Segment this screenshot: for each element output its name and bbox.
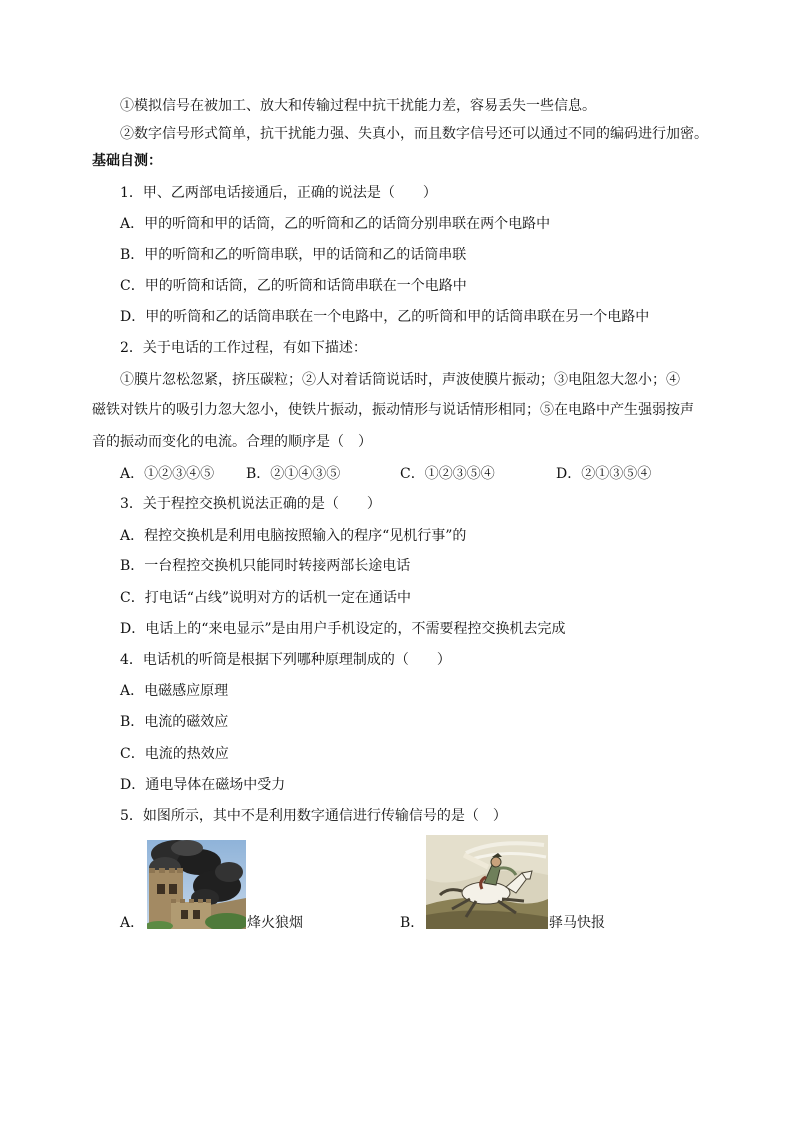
- q5-option-b-letter: B．: [400, 915, 425, 931]
- q5-option-a-letter: A．: [120, 915, 145, 931]
- q2-option-b: B．②①④③⑤: [246, 466, 341, 482]
- q5-stem: 5．如图所示，其中不是利用数字通信进行传输信号的是（ ）: [120, 808, 507, 824]
- q3-option-c: C．打电话“占线”说明对方的话机一定在通话中: [120, 590, 412, 606]
- q3-stem: 3．关于程控交换机说法正确的是（ ）: [120, 496, 381, 512]
- beacon-smoke-image: [147, 840, 246, 929]
- q3-option-d: D．电话上的“来电显示”是由用户手机设定的，不需要程控交换机去完成: [120, 621, 566, 637]
- q1-option-c: C．甲的听筒和话筒，乙的听筒和话筒串联在一个电路中: [120, 278, 467, 294]
- q4-option-d: D．通电导体在磁场中受力: [120, 777, 286, 793]
- q1-stem: 1．甲、乙两部电话接通后，正确的说法是（ ）: [120, 185, 437, 201]
- q4-option-c: C．电流的热效应: [120, 746, 229, 762]
- q4-option-b: B．电流的磁效应: [120, 714, 229, 730]
- intro-paragraph-1: ①模拟信号在被加工、放大和传输过程中抗干扰能力差，容易丢失一些信息。: [120, 98, 596, 114]
- q1-option-d: D．甲的听筒和乙的话筒串联在一个电路中，乙的听筒和甲的话筒串联在另一个电路中: [120, 309, 650, 325]
- courier-horse-image: [426, 835, 548, 929]
- q2-option-d: D．②①③⑤④: [556, 466, 652, 482]
- q5-option-a-caption: 烽火狼烟: [247, 915, 303, 931]
- q2-stem: 2．关于电话的工作过程，有如下描述：: [120, 340, 367, 356]
- q2-description-line-1: ①膜片忽松忽紧，挤压碳粒；②人对着话筒说话时，声波使膜片振动；③电阻忽大忽小；④: [120, 372, 680, 388]
- q2-option-c: C．①②③⑤④: [400, 466, 495, 482]
- q4-option-a: A．电磁感应原理: [120, 683, 229, 699]
- section-title: 基础自测：: [92, 153, 162, 169]
- q2-description-line-2: 磁铁对铁片的吸引力忽大忽小，使铁片振动，振动情形与说话情形相同；⑤在电路中产生强弱按声: [92, 402, 694, 418]
- q1-option-a: A．甲的听筒和甲的话筒，乙的听筒和乙的话筒分别串联在两个电路中: [120, 216, 551, 232]
- q1-option-b: B．甲的听筒和乙的听筒串联，甲的话筒和乙的话筒串联: [120, 247, 467, 263]
- q3-option-b: B．一台程控交换机只能同时转接两部长途电话: [120, 558, 411, 574]
- q2-option-a: A．①②③④⑤: [120, 466, 215, 482]
- q4-stem: 4．电话机的听筒是根据下列哪种原理制成的（ ）: [120, 652, 451, 668]
- q3-option-a: A．程控交换机是利用电脑按照输入的程序“见机行事”的: [120, 528, 467, 544]
- intro-paragraph-2: ②数字信号形式简单，抗干扰能力强、失真小，而且数字信号还可以通过不同的编码进行加密。: [120, 126, 708, 142]
- q2-description-line-3: 音的振动而变化的电流。合理的顺序是（ ）: [92, 434, 372, 450]
- q5-option-b-caption: 驿马快报: [549, 915, 605, 931]
